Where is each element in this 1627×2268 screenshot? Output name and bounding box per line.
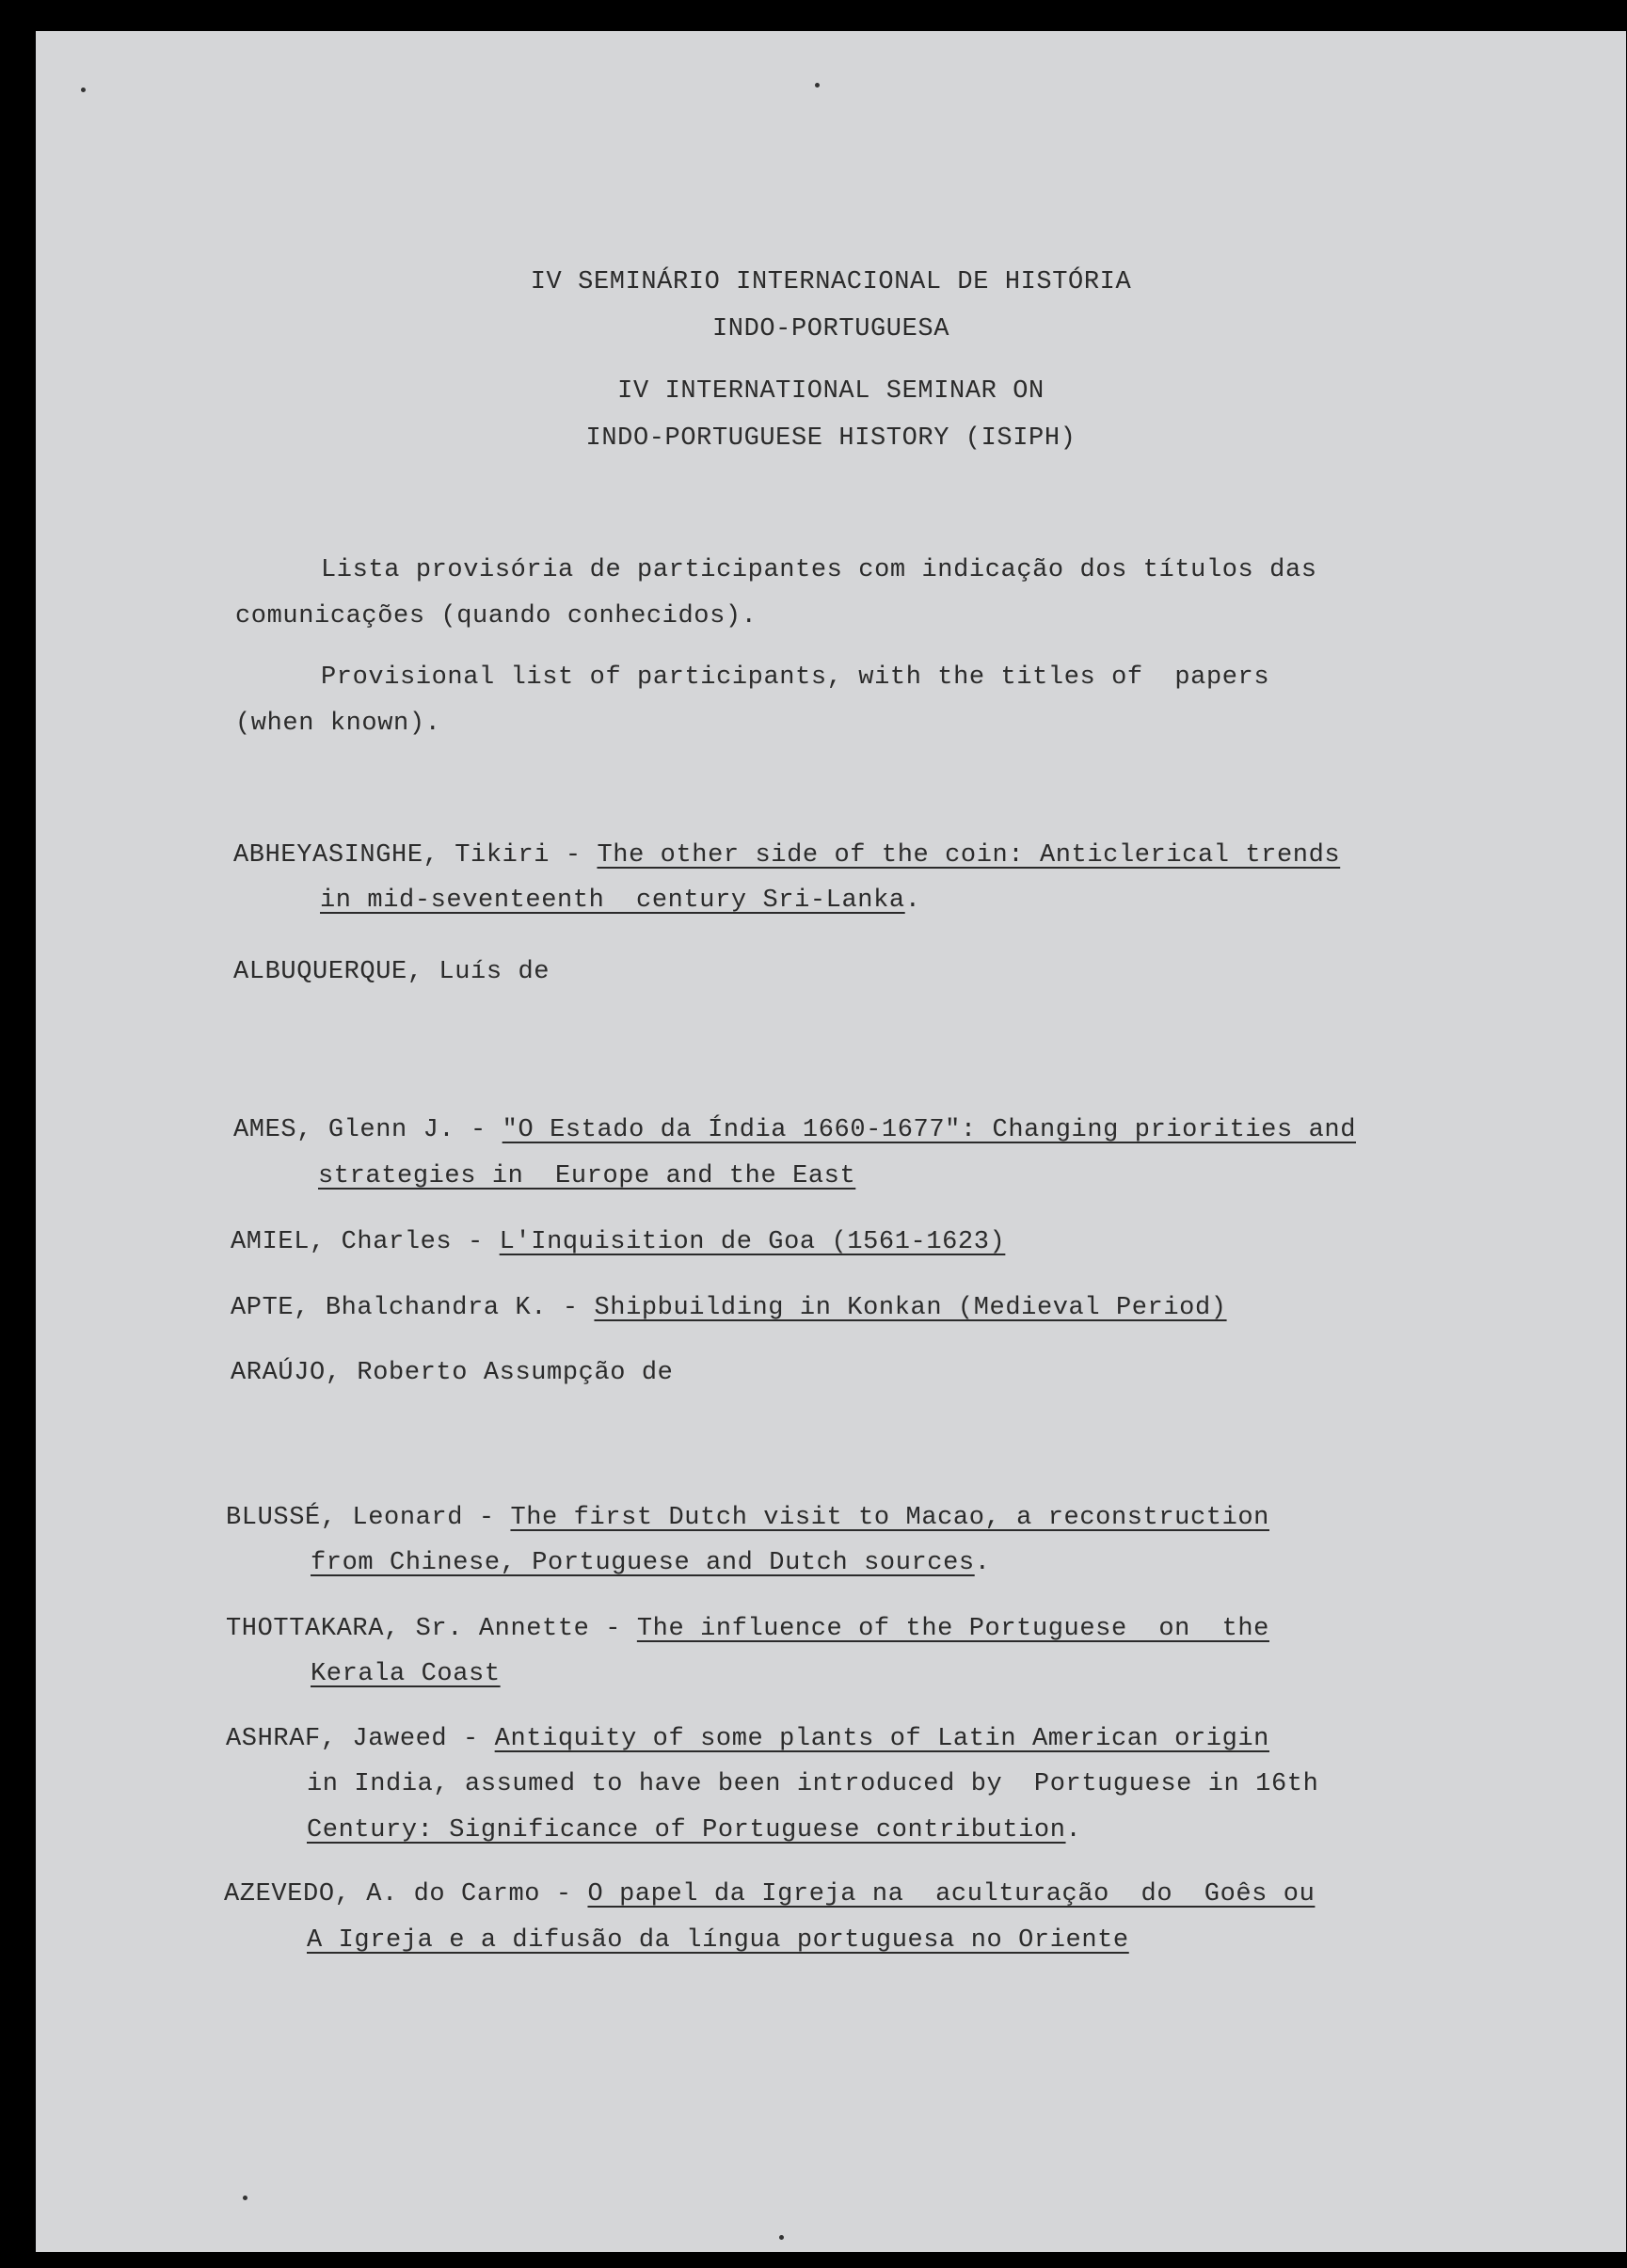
participant-name: ASHRAF, Jaweed - [226,1725,495,1753]
participant-entry-cont [311,1660,501,1688]
speck [243,2196,247,2200]
paper-title: strategies in Europe and the East [318,1162,856,1190]
participant-entry [231,1228,1005,1256]
participant-name: ABHEYASINGHE, Tikiri - [233,841,598,870]
participant-entry [231,1294,1227,1322]
paper-title: "O Estado da Índia 1660-1677": Changing priorities and [502,1116,1356,1144]
participant-name: AMIEL, Charles - [231,1228,500,1256]
paper-title: Antiquity of some plants of Latin American origin [494,1725,1269,1753]
participant-name: BLUSSÉ, Leonard - [226,1504,511,1532]
participant-name: AZEVEDO, A. do Carmo - [224,1880,588,1909]
participant-entry [233,841,1340,870]
paper-title: The influence of the Portuguese on the [636,1615,1269,1643]
participant-entry-cont: in India, assumed to have been introduced by Portuguese in 16th [307,1770,1319,1798]
participant-entry-cont [307,1926,1129,1955]
paper-title: O papel da Igreja na aculturação do Goês ou [587,1880,1316,1909]
participant-entry [226,1504,1269,1532]
participant-entry [226,1615,1269,1643]
participant-name: THOTTAKARA, Sr. Annette - [226,1615,637,1643]
speck [779,2235,784,2240]
participant-entry: ALBUQUERQUE, Luís de [233,958,550,986]
intro-pt-line1: Lista provisória de participantes com indicação dos títulos das [321,556,1317,584]
participant-entry [224,1880,1315,1909]
paper-title: Century: Significance of Portuguese contribution [307,1816,1066,1845]
title-pt-line2: INDO-PORTUGUESA [711,315,950,343]
paper-title: in mid-seventeenth century Sri-Lanka [320,886,905,915]
participant-entry: ARAÚJO, Roberto Assumpção de [231,1359,674,1387]
participant-entry [233,1116,1356,1144]
paper-title: from Chinese, Portuguese and Dutch sources [311,1549,975,1577]
participant-entry-cont: in mid-seventeenth century Sri-Lanka. [320,886,921,915]
participant-entry-cont: from Chinese, Portuguese and Dutch sources. [311,1549,991,1577]
paper-title: A Igreja e a difusão da língua portuguesa no Oriente [307,1926,1129,1955]
title-pt-line1: IV SEMINÁRIO INTERNACIONAL DE HISTÓRIA [530,268,1132,296]
title-en-line2: INDO-PORTUGUESE HISTORY (ISIPH) [585,424,1077,453]
intro-en-line1: Provisional list of participants, with the titles of papers [321,663,1270,692]
speck [815,83,820,88]
paper-title: Kerala Coast [311,1660,501,1688]
paper-title: The other side of the coin: Anticlerical trends [597,841,1341,870]
participant-name: APTE, Bhalchandra K. - [231,1294,595,1322]
intro-pt-line2: comunicações (quando conhecidos). [235,602,758,631]
paper-title: Shipbuilding in Konkan (Medieval Period) [594,1294,1227,1322]
title-en-line1: IV INTERNATIONAL SEMINAR ON [617,377,1045,406]
intro-en-line2: (when known). [235,710,441,738]
speck [81,88,86,92]
paper-title: L'Inquisition de Goa (1561-1623) [499,1228,1006,1256]
participant-entry-cont [318,1162,855,1190]
document-page [36,31,1626,2252]
participant-entry-cont: Century: Significance of Portuguese contribution. [307,1816,1082,1845]
paper-title: The first Dutch visit to Macao, a reconstruction [510,1504,1269,1532]
participant-name: AMES, Glenn J. - [233,1116,502,1144]
participant-entry [226,1725,1269,1753]
